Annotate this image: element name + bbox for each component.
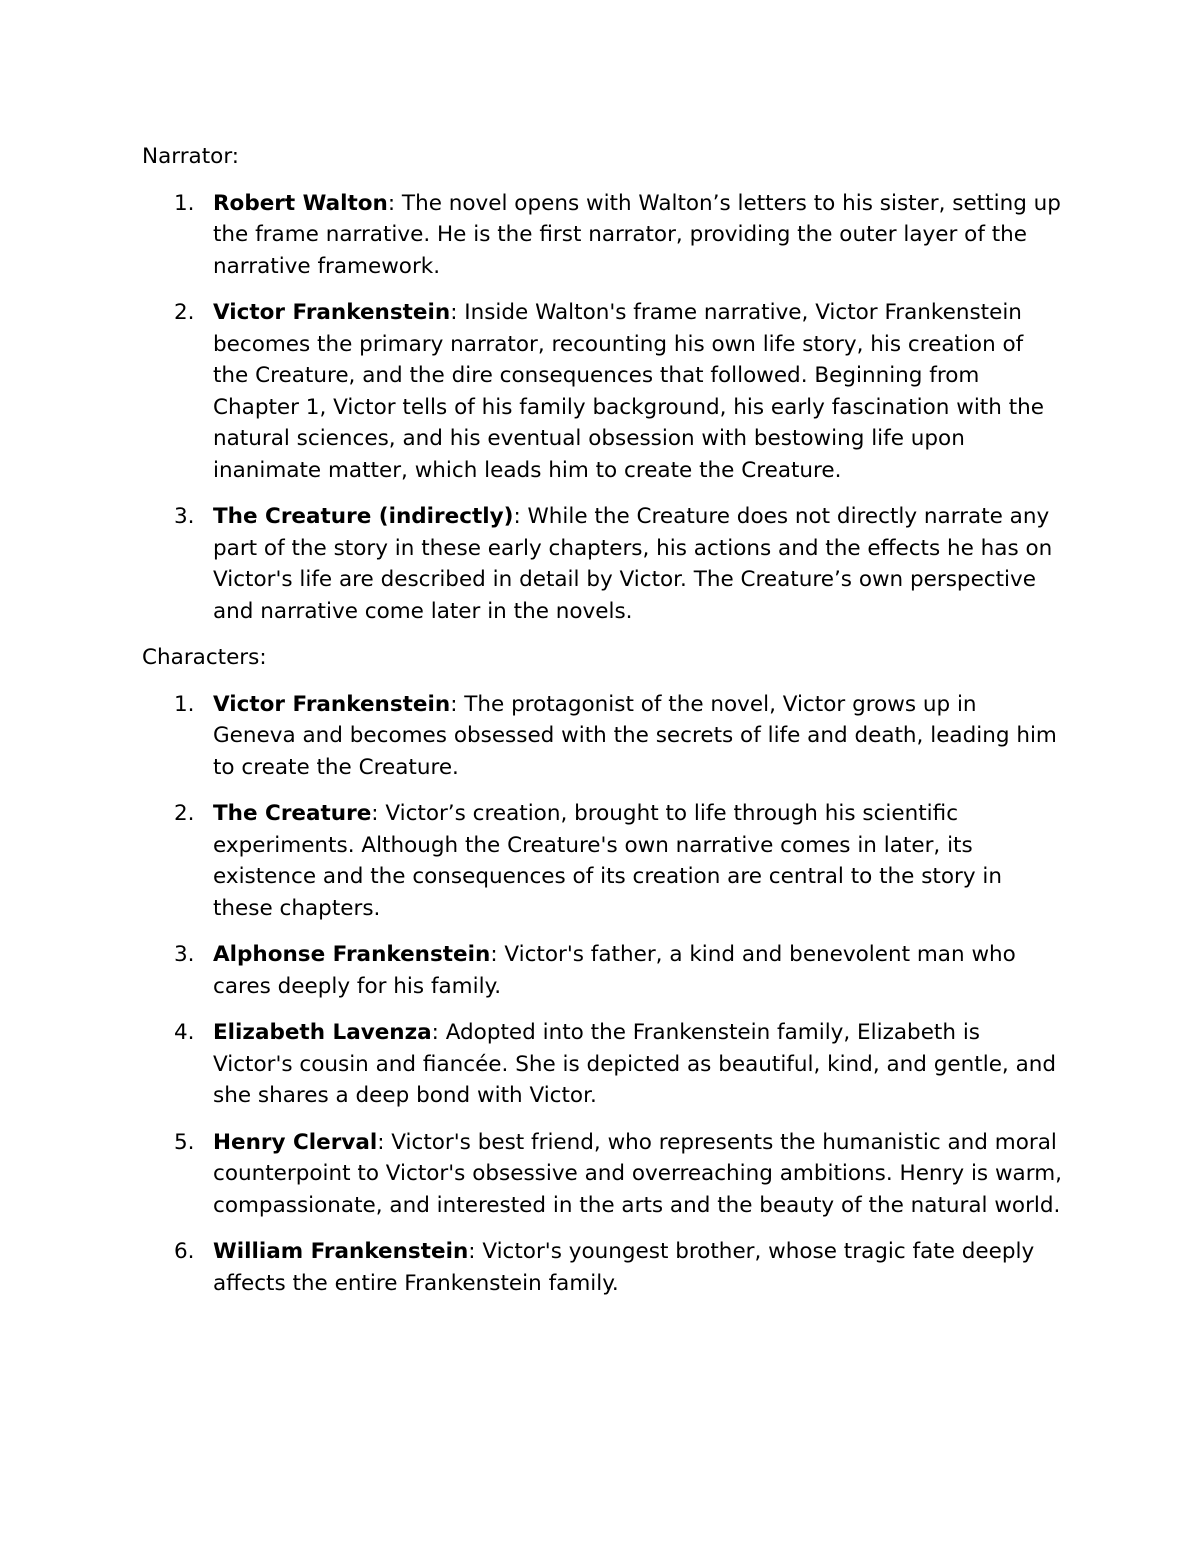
list-number: 2. bbox=[174, 801, 195, 826]
list-term: Henry Clerval bbox=[213, 1129, 378, 1155]
list-item bbox=[142, 1017, 1062, 1112]
list-term: Victor Frankenstein bbox=[213, 300, 451, 325]
list-item bbox=[142, 188, 1062, 283]
list-term: Robert Walton bbox=[213, 190, 388, 216]
characters-heading: Characters: bbox=[142, 645, 267, 670]
list-text: : Victor's father, a kind and benevolent man who cares deeply for his family. bbox=[213, 942, 1016, 999]
list-number: 2. bbox=[174, 300, 195, 325]
list-text: : Victor’s creation, brought to life through his scientific experiments. Although the Creature's own narrative comes in later, its existence and the consequences of its creation are central to the story in these chapters. bbox=[213, 801, 1003, 921]
list-term: Victor Frankenstein bbox=[213, 691, 451, 717]
list-text: : Adopted into the Frankenstein family, Elizabeth is Victor's cousin and fiancée. She is depicted as beautiful, kind, and gentle, and she shares a deep bond with Victor. bbox=[213, 1020, 1057, 1108]
list-text: : Victor's youngest brother, whose tragic fate deeply affects the entire Frankenstein family. bbox=[213, 1239, 1035, 1296]
list-term: William Frankenstein bbox=[213, 1239, 469, 1264]
list-term: Elizabeth Lavenza bbox=[213, 1020, 432, 1045]
list-text: : Inside Walton's frame narrative, Victor Frankenstein becomes the primary narrator, recounting his own life story, his creation of the Creature, and the dire consequences that followed. Beginning from Chapter 1, Victor tells of his family background, his early fascination with the natural sciences, and his eventual obsession with bestowing life upon inanimate matter, which leads him to create the Creature. bbox=[213, 300, 1044, 483]
narrator-list bbox=[142, 188, 1062, 628]
list-number: 3. bbox=[174, 504, 195, 529]
list-term: The Creature bbox=[213, 801, 372, 826]
list-number: 1. bbox=[174, 691, 195, 717]
list-item bbox=[142, 1127, 1062, 1222]
narrator-heading: Narrator: bbox=[142, 144, 240, 169]
list-number: 3. bbox=[174, 942, 195, 967]
list-item bbox=[142, 501, 1062, 627]
list-text: : The novel opens with Walton’s letters to his sister, setting up the frame narrative. He is the first narrator, providing the outer layer of the narrative framework. bbox=[213, 190, 1061, 279]
list-text: : The protagonist of the novel, Victor grows up in Geneva and becomes obsessed with the secrets of life and death, leading him to create the Creature. bbox=[213, 691, 1057, 780]
list-term: The Creature (indirectly) bbox=[213, 504, 514, 529]
characters-list bbox=[142, 689, 1062, 1300]
list-number: 6. bbox=[174, 1239, 195, 1264]
list-term: Alphonse Frankenstein bbox=[213, 942, 491, 967]
list-number: 1. bbox=[174, 190, 195, 216]
document-page bbox=[142, 141, 1062, 1314]
list-text: : While the Creature does not directly narrate any part of the story in these early chapters, his actions and the effects he has on Victor's life are described in detail by Victor. The Creature’s own perspective and narrative come later in the novels. bbox=[213, 504, 1053, 624]
list-item bbox=[142, 297, 1062, 486]
list-item bbox=[142, 939, 1062, 1002]
list-item bbox=[142, 689, 1062, 784]
list-number: 4. bbox=[174, 1020, 195, 1045]
list-number: 5. bbox=[174, 1129, 195, 1155]
list-item bbox=[142, 798, 1062, 924]
list-item bbox=[142, 1236, 1062, 1299]
list-text: : Victor's best friend, who represents the humanistic and moral counterpoint to Victor's obsessive and overreaching ambitions. Henry is warm, compassionate, and interested in the arts and the beauty of the natural world. bbox=[213, 1129, 1062, 1218]
